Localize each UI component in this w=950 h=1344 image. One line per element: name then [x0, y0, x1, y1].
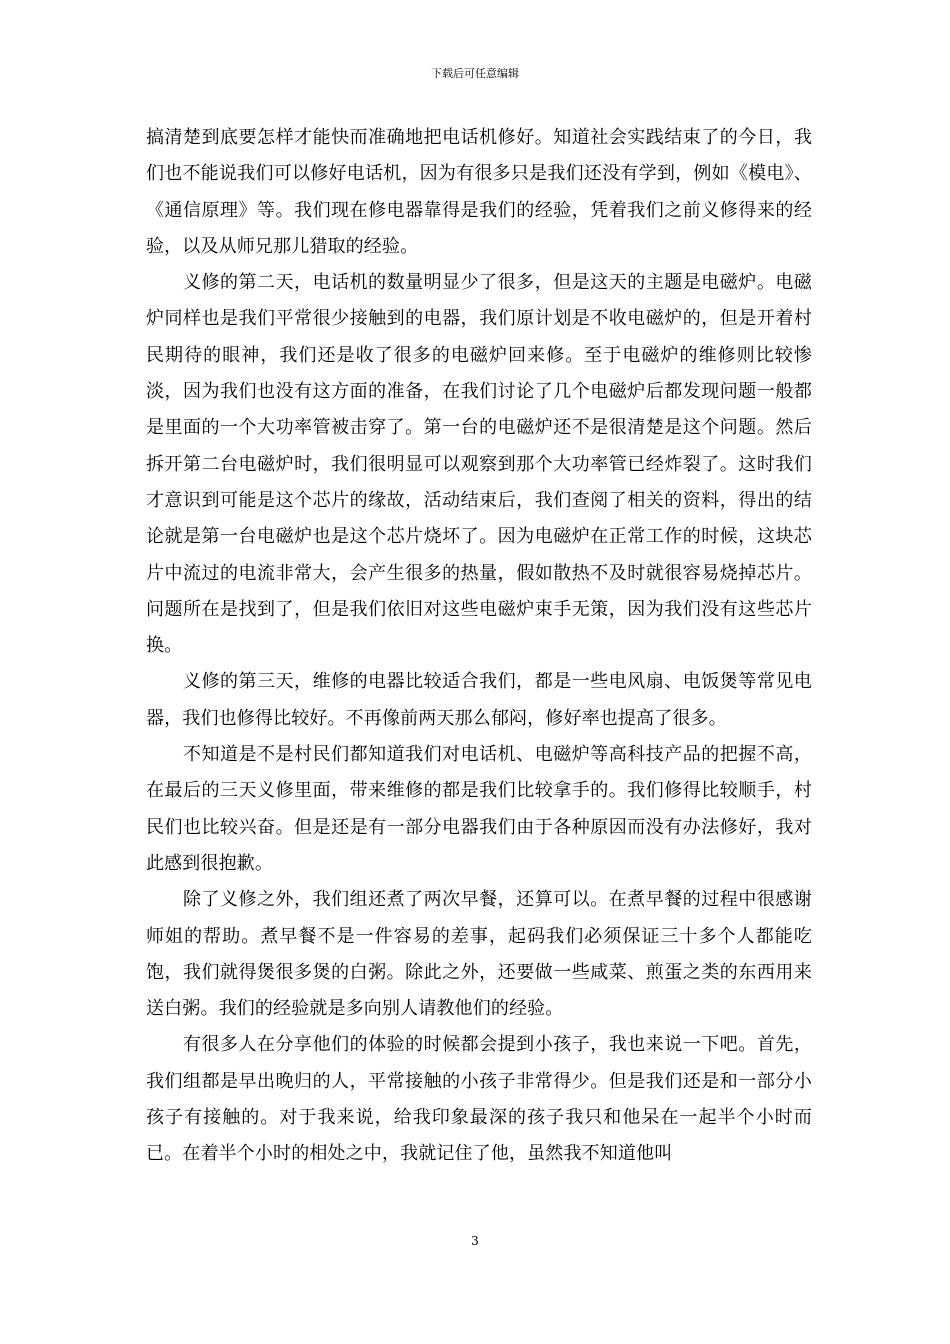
page-number: 3	[471, 1234, 479, 1248]
document-body	[146, 120, 812, 1173]
paragraph: 不知道是不是村民们都知道我们对电话机、电磁炉等高科技产品的把握不高，在最后的三天义修里面，带来维修的都是我们比较拿手的。我们修得比较顺手，村民们也比较兴奋。但是还是有一部分电器我们由于各种原因而没有办法修好，我对此感到很抱歉。	[146, 744, 812, 874]
paragraph: 搞清楚到底要怎样才能快而准确地把电话机修好。知道社会实践结束了的今日，我们也不能说我们可以修好电话机，因为有很多只是我们还没有学到，例如《模电》、《通信原理》等。我们现在修电器靠得是我们的经验，凭着我们之前义修得来的经验，以及从师兄那儿猎取的经验。	[146, 127, 812, 257]
paragraph: 义修的第三天，维修的电器比较适合我们，都是一些电风扇、电饭煲等常见电器，我们也修得比较好。不再像前两天那么郁闷，修好率也提高了很多。	[146, 671, 812, 729]
paragraph: 义修的第二天，电话机的数量明显少了很多，但是这天的主题是电磁炉。电磁炉同样也是我们平常很少接触到的电器，我们原计划是不收电磁炉的，但是开着村民期待的眼神，我们还是收了很多的电磁炉回来修。至于电磁炉的维修则比较惨淡，因为我们也没有这方面的准备，在我们讨论了几个电磁炉后都发现问题一般都是里面的一个大功率管被击穿了。第一台的电磁炉还不是很清楚是这个问题。然后拆开第二台电磁炉时，我们很明显可以观察到那个大功率管已经炸裂了。这时我们才意识到可能是这个芯片的缘故，活动结束后，我们查阅了相关的资料，得出的结论就是第一台电磁炉也是这个芯片烧坏了。因为电磁炉在正常工作的时候，这块芯片中流过的电流非常大，会产生很多的热量，假如散热不及时就很容易烧掉芯片。问题所在是找到了，但是我们依旧对这些电磁炉束手无策，因为我们没有这些芯片换。	[146, 272, 812, 657]
paragraph: 有很多人在分享他们的体验的时候都会提到小孩子，我也来说一下吧。首先，我们组都是早出晚归的人，平常接触的小孩子非常得少。但是我们还是和一部分小孩子有接触的。对于我来说，给我印象最深的孩子我只和他呆在一起半个小时而已。在着半个小时的相处之中，我就记住了他，虽然我不知道他叫	[146, 1034, 812, 1165]
page-header: 下载后可任意编辑	[431, 67, 519, 80]
paragraph: 除了义修之外，我们组还煮了两次早餐，还算可以。在煮早餐的过程中很感谢师姐的帮助。煮早餐不是一件容易的差事，起码我们必须保证三十多个人都能吃饱，我们就得煲很多煲的白粥。除此之外，还要做一些咸菜、煎蛋之类的东西用来送白粥。我们的经验就是多向别人请教他们的经验。	[146, 889, 812, 1020]
